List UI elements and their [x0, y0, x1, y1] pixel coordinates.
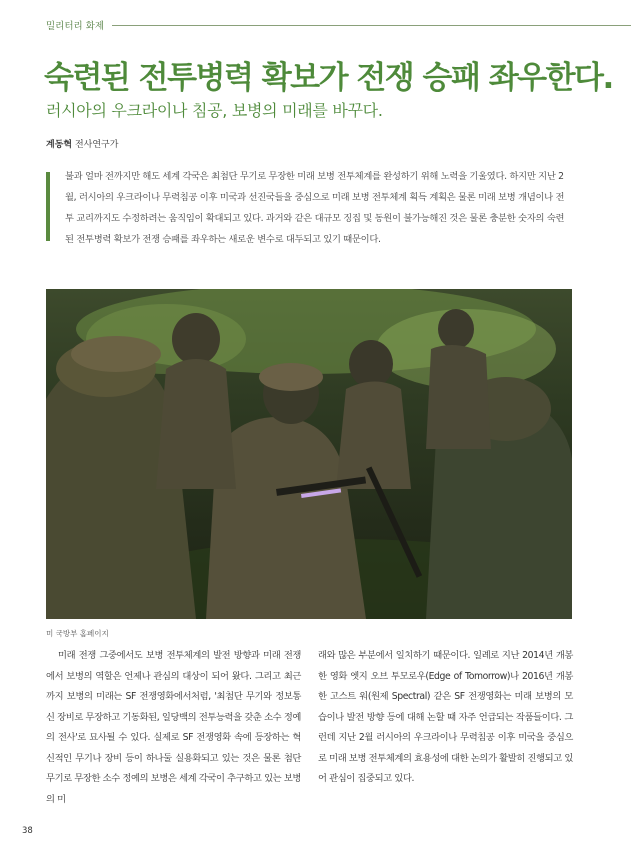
body-column-left: 미래 전쟁 그중에서도 보병 전투체계의 발전 방향과 미래 전쟁에서 보병의 역할은 언제나 관심의 대상이 되어 왔다. 그리고 최근까지 보병의 미래는 SF 전쟁영화에서처럼, '최첨단 무기와 정보통신 장비로 무장하고 기동화된, 일당백의 전투능력을 갖춘 소수 정예의 전사'로 묘사될 수 있다. 실제로 SF 전쟁영화 속에 등장하는 혁신적인 무기나 장비 등이 하나둘 실용화되고 있는 것은 물론 첨단 무기로 무장한 소수 정예의 보병은 세계 각국이 추구하고 있는 보병의 미 [46, 650, 301, 805]
author-role: 전사연구가 [74, 140, 119, 150]
lead-accent-bar [46, 172, 50, 241]
section-divider [112, 25, 631, 26]
section-label: 밀리터리 화제 [46, 21, 105, 32]
article-subtitle: 러시아의 우크라이나 침공, 보병의 미래를 바꾸다. [46, 101, 383, 120]
soldiers-photo [46, 289, 572, 619]
lead-paragraph: 불과 얼마 전까지만 해도 세계 각국은 최첨단 무기로 무장한 미래 보병 전투체계를 완성하기 위해 노력을 기울였다. 하지만 지난 2월, 러시아의 우크라이나 무력침공 이후 미국과 선진국들을 중심으로 미래 보병 전투체계 획득 계획은 물론 미래 보병 개념이나 전투 교리까지도 수정하려는 움직임이 확대되고 있다. 과거와 같은 대규모 징집 및 동원이 불가능해진 것은 물론 충분한 숫자의 숙련된 전투병력 확보가 전쟁 승패를 좌우하는 새로운 변수로 대두되고 있기 때문이다. [65, 171, 565, 245]
photo-caption: 미 국방부 홈페이지 [46, 629, 109, 638]
body-column-right: 래와 많은 부분에서 일치하기 때문이다. 일례로 지난 2014년 개봉한 영화 엣지 오브 투모로우(Edge of Tomorrow)나 2016년 개봉한 고스트 워(원제 Spectral) 같은 SF 전쟁영화는 미래 보병의 모습이나 발전 방향 등에 대해 논할 때 자주 언급되는 작품들이다. 그런데 지난 2월 러시아의 우크라이나 무력침공 이후 미국을 중심으로 미래 보병 전투체계의 효용성에 대한 논의가 활발히 진행되고 있어 관심이 집중되고 있다. [318, 650, 573, 784]
author-byline [46, 137, 118, 150]
article-title: 숙련된 전투병력 확보가 전쟁 승패 좌우한다. [44, 60, 613, 96]
page-number: 38 [22, 826, 33, 836]
author-name: 계동혁 [46, 140, 73, 150]
